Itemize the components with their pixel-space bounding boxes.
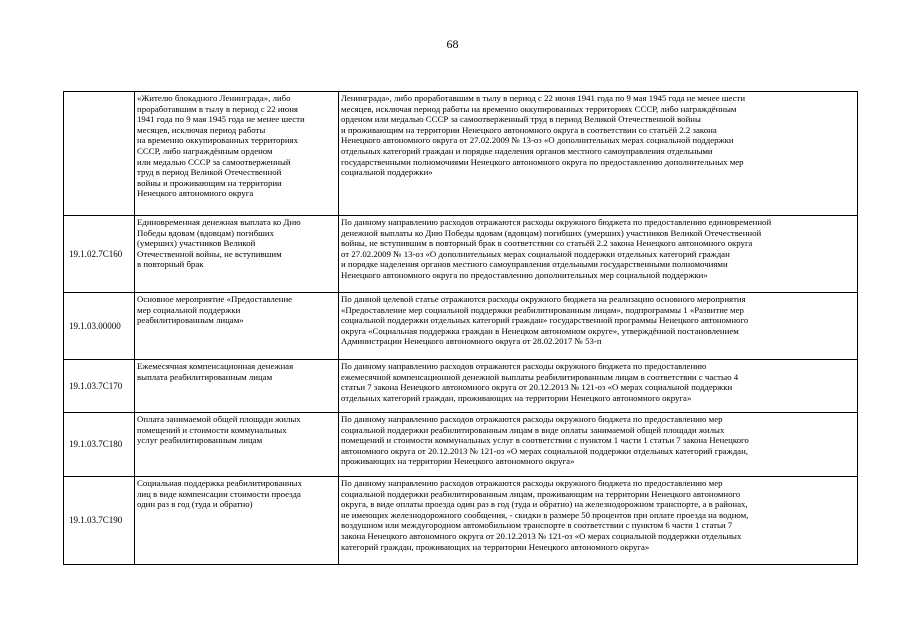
expense-description-cell: По данному направлению расходов отражаются расходы окружного бюджета по предоставлению мер социальной поддержки реабилитированным лицам, проживающим на территории Ненецкого автономного округа, в виде оплаты проезда один раз в год (туда и обратно) на железнодорожном транспорте, а в районах, не имеющих железнодорожного сообщения, - скидки в размере 50 процентов при оплате проезда на водном, воздушном или междугородном автомобильном транспорте в соответствии с пунктом 6 части 1 статьи 7 закона Ненецкого автономного округа от 20.12.2013 № 121-оз «О мерах социальной поддержки отдельных категорий граждан, проживающих на территории Ненецкого автономного округа»	[339, 477, 858, 565]
expense-description-cell: По данному направлению расходов отражаются расходы окружного бюджета по предоставлению мер социальной поддержки реабилитированным лицам в виде оплаты занимаемой общей площади жилых помещений и стоимости коммунальных услуг в соответствии с пунктом 1 части 1 статьи 7 закона Ненецкого автономного округа от 20.12.2013 № 121-оз «О мерах социальной поддержки отдельных категорий граждан, проживающих на территории Ненецкого автономного округа»	[339, 413, 858, 477]
expense-description-cell: По данному направлению расходов отражаются расходы окружного бюджета по предоставлению единовременной денежной выплаты ко Дню Победы вдовам (вдовцам) погибших (умерших) участников Великой Отечественной войны, не вступившим в повторный брак в соответствии со статьёй 2.2 закона Ненецкого автономного округа от 27.02.2009 № 13-оз «О дополнительных мерах социальной поддержки отдельных категорий граждан и порядке наделения органов местного самоуправления отдельными государственными полномочиями Ненецкого автономного округа по предоставлению дополнительных мер социальной поддержки»	[339, 216, 858, 293]
target-code-cell: 19.1.02.7С160	[64, 216, 135, 293]
budget-classification-table	[63, 91, 858, 565]
table-row	[64, 477, 858, 565]
target-code-cell: 19.1.03.7С180	[64, 413, 135, 477]
expense-name-cell: Основное мероприятие «Предоставление мер социальной поддержки реабилитированным лицам»	[135, 293, 339, 360]
page-number: 68	[446, 37, 459, 51]
expense-description-cell: По данной целевой статье отражаются расходы окружного бюджета на реализацию основного мероприятия «Предоставление мер социальной поддержки реабилитированным лицам», подпрограммы 1 «Развитие мер социальной поддержки отдельных категорий граждан» государственной программы Ненецкого автономного округа «Социальная поддержка граждан в Ненецком автономном округе», утверждённой постановлением Администрации Ненецкого автономного округа от 28.02.2017 № 53-п	[339, 293, 858, 360]
expense-description-cell: По данному направлению расходов отражаются расходы окружного бюджета по предоставлению ежемесячной компенсационной денежной выплаты реабилитированным лицам в соответствии с частью 4 статьи 7 закона Ненецкого автономного округа от 20.12.2013 № 121-оз «О мерах социальной поддержки отдельных категорий граждан, проживающих на территории Ненецкого автономного округа»	[339, 360, 858, 413]
target-code-cell: 19.1.03.7С170	[64, 360, 135, 413]
table-row	[64, 360, 858, 413]
expense-description-cell: Ленинграда», либо проработавшим в тылу в период с 22 июня 1941 года по 9 мая 1945 года не менее шести месяцев, исключая период работы на временно оккупированных территориях СССР, либо награждённым орденом или медалью СССР за самоотверженный труд в период Великой Отечественной войны и проживающим на территории Ненецкого автономного округа в соответствии со статьёй 2.2 закона Ненецкого автономного округа от 27.02.2009 № 13-оз «О дополнительных мерах социальной поддержки отдельных категорий граждан и порядке наделения органов местного самоуправления отдельными государственными полномочиями Ненецкого автономного округа по предоставлению дополнительных мер социальной поддержки»	[339, 92, 858, 216]
expense-name-cell: Оплата занимаемой общей площади жилых помещений и стоимости коммунальных услуг реабилитированным лицам	[135, 413, 339, 477]
table-row	[64, 293, 858, 360]
table-row	[64, 413, 858, 477]
target-code-cell: 19.1.03.7С190	[64, 477, 135, 565]
expense-name-cell: Единовременная денежная выплата ко Дню Победы вдовам (вдовцам) погибших (умерших) участников Великой Отечественной войны, не вступившим в повторный брак	[135, 216, 339, 293]
expense-name-cell: Ежемесячная компенсационная денежная выплата реабилитированным лицам	[135, 360, 339, 413]
table-row	[64, 92, 858, 216]
target-code-cell: 19.1.03.00000	[64, 293, 135, 360]
table-row	[64, 216, 858, 293]
expense-name-cell: Социальная поддержка реабилитированных лиц в виде компенсации стоимости проезда один раз в год (туда и обратно)	[135, 477, 339, 565]
expense-name-cell: «Жителю блокадного Ленинграда», либо проработавшим в тылу в период с 22 июня 1941 года по 9 мая 1945 года не менее шести месяцев, исключая период работы на временно оккупированных территориях СССР, либо награждённым орденом или медалью СССР за самоотверженный труд в период Великой Отечественной войны и проживающим на территории Ненецкого автономного округа	[135, 92, 339, 216]
target-code-cell	[64, 92, 135, 216]
